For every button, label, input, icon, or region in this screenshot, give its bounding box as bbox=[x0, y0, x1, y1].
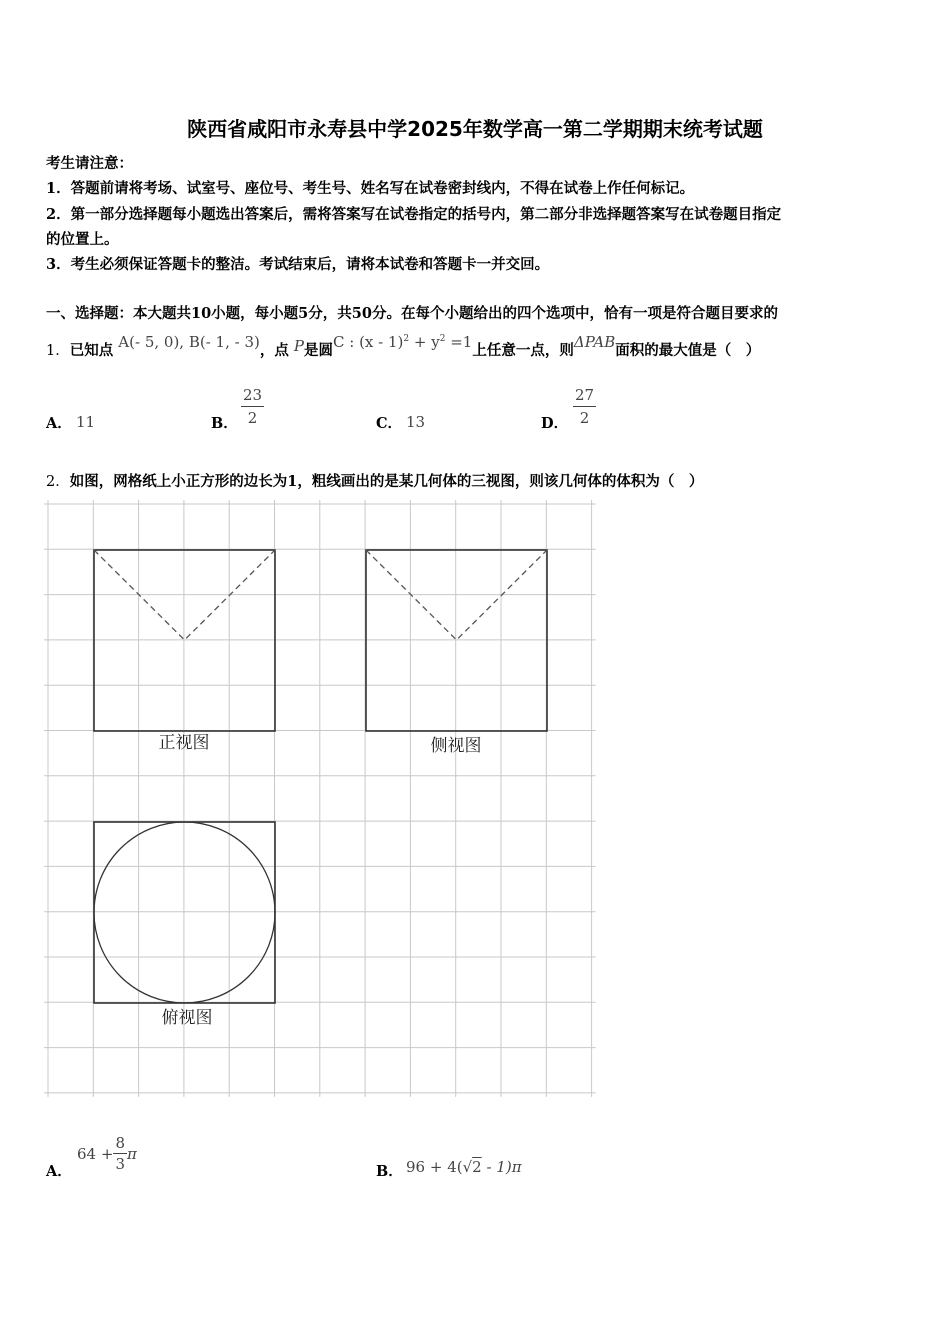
q1-option-d-label: D． bbox=[541, 415, 569, 432]
sqrt-icon: √ bbox=[462, 1158, 473, 1176]
q2-option-a-prefix: 64 + bbox=[77, 1144, 114, 1163]
question-1-points: A(- 5, 0), B(- 1, - 3) bbox=[118, 333, 260, 351]
q1-option-a-label: A． bbox=[46, 415, 72, 432]
top-view-circle bbox=[94, 822, 275, 1003]
circle-eq-square-1: 2 bbox=[403, 334, 410, 344]
question-2-number: 2． bbox=[46, 474, 70, 490]
side-view-square bbox=[366, 550, 547, 731]
circle-eq-part-c: =1 bbox=[445, 333, 473, 351]
q2-option-b-label: B． bbox=[376, 1163, 403, 1180]
q2-option-a-fraction bbox=[113, 1133, 127, 1174]
top-view bbox=[94, 822, 275, 1028]
question-1-text-e: 面积的最大值是（ ） bbox=[615, 342, 761, 359]
notice-item-3: 3．考生必须保证答题卡的整洁。考试结束后，请将本试卷和答题卡一并交回。 bbox=[46, 256, 550, 273]
q2-option-a-expression bbox=[77, 1133, 137, 1174]
q2-option-b-suffix: - 1)π bbox=[481, 1158, 522, 1176]
q2-option-a-numerator: 8 bbox=[115, 1134, 125, 1152]
circle-eq-square-2: 2 bbox=[439, 334, 446, 344]
side-view bbox=[366, 550, 547, 756]
question-1-text-c: 是圆 bbox=[304, 342, 334, 359]
question-2-text: 如图，网格纸上小正方形的边长为1，粗线画出的是某几何体的三视图，则该几何体的体积为（ ） bbox=[69, 473, 704, 490]
question-1-number: 1． bbox=[46, 343, 70, 359]
q1-option-b-label: B． bbox=[211, 415, 238, 432]
notice-item-2-line-2: 的位置上。 bbox=[46, 231, 119, 248]
side-view-label: 侧视图 bbox=[430, 736, 482, 756]
question-1-triangle: ΔPAB bbox=[573, 333, 616, 351]
question-1-text-a: 已知点 bbox=[69, 342, 114, 359]
q1-option-d-numerator: 27 bbox=[573, 384, 596, 407]
q1-option-b-numerator: 23 bbox=[241, 384, 264, 407]
front-view-square bbox=[94, 550, 275, 731]
section-heading: 一、选择题：本大题共10小题，每小题5分，共50分。在每个小题给出的四个选项中，恰有一项是符合题目要求的 bbox=[46, 305, 778, 322]
grid-lines bbox=[44, 500, 596, 1097]
q1-option-c-label: C． bbox=[376, 415, 403, 432]
q2-option-a-denominator: 3 bbox=[115, 1155, 125, 1173]
circle-eq-part-a: C : (x - 1) bbox=[333, 333, 404, 351]
front-view bbox=[94, 550, 275, 753]
q1-option-d-denominator: 2 bbox=[579, 409, 590, 427]
q2-option-b-prefix: 96 + 4( bbox=[406, 1158, 463, 1176]
question-1-text-b: ，点 bbox=[259, 342, 289, 359]
question-1-point-p: P bbox=[293, 337, 305, 355]
q1-option-b-denominator: 2 bbox=[247, 409, 258, 427]
q1-option-c-value: 13 bbox=[406, 413, 426, 431]
top-view-square bbox=[94, 822, 275, 1003]
circle-eq-part-b: + y bbox=[409, 333, 440, 351]
notice-item-1: 1．答题前请将考场、试室号、座位号、考生号、姓名写在试卷密封线内，不得在试卷上作任何标记。 bbox=[46, 180, 695, 197]
notice-item-2-line-1: 2．第一部分选择题每小题选出答案后，需将答案写在试卷指定的括号内，第二部分非选择题答案写在试卷题目指定 bbox=[46, 206, 782, 223]
q1-option-a-value: 11 bbox=[76, 413, 96, 431]
front-view-label: 正视图 bbox=[158, 733, 210, 753]
notice-heading: 考生请注意： bbox=[46, 155, 133, 172]
top-view-label: 俯视图 bbox=[161, 1008, 213, 1028]
q2-option-a-suffix: π bbox=[126, 1144, 137, 1163]
q2-option-b-expression bbox=[406, 1157, 522, 1176]
q2-option-b-root: 2 bbox=[472, 1158, 482, 1176]
page-title: 陕西省咸阳市永寿县中学2025年数学高一第二学期期末统考试题 bbox=[187, 117, 763, 141]
q2-option-a-label: A． bbox=[46, 1163, 72, 1180]
question-1-text-d: 上任意一点，则 bbox=[472, 342, 574, 359]
